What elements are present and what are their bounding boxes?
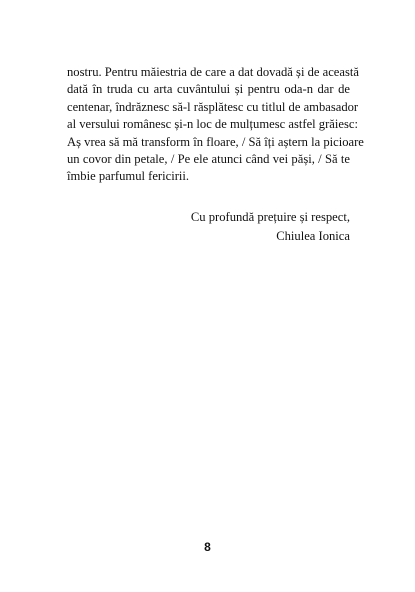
author-name: Chiulea Ionica [276,229,350,243]
paragraph-line: nostru. Pentru măiestria de care a dat dovadă și de această [67,65,359,79]
paragraph-line: Aș vrea să mă transform în floare, / Să îți aștern la picioare [67,134,364,149]
paragraph-line: dată în truda cu arta cuvântului și pentru oda-n dar de [67,82,350,97]
paragraph-line: îmbie parfumul fericirii. [67,169,190,184]
paragraph-line: un covor din petale, / Pe ele atunci când vei păși, / Să te [67,151,350,166]
closing-signature [191,208,350,246]
paragraph-line: centenar, îndrăznesc să-l răsplătesc cu titlul de ambasador [67,99,359,114]
closing-regards: Cu profundă prețuire și respect, [190,210,350,224]
body-paragraph [67,64,364,186]
page-number: 8 [204,540,211,554]
paragraph-line: al versului românesc și-n loc de mulțumesc astfel grăiesc: [67,117,358,132]
